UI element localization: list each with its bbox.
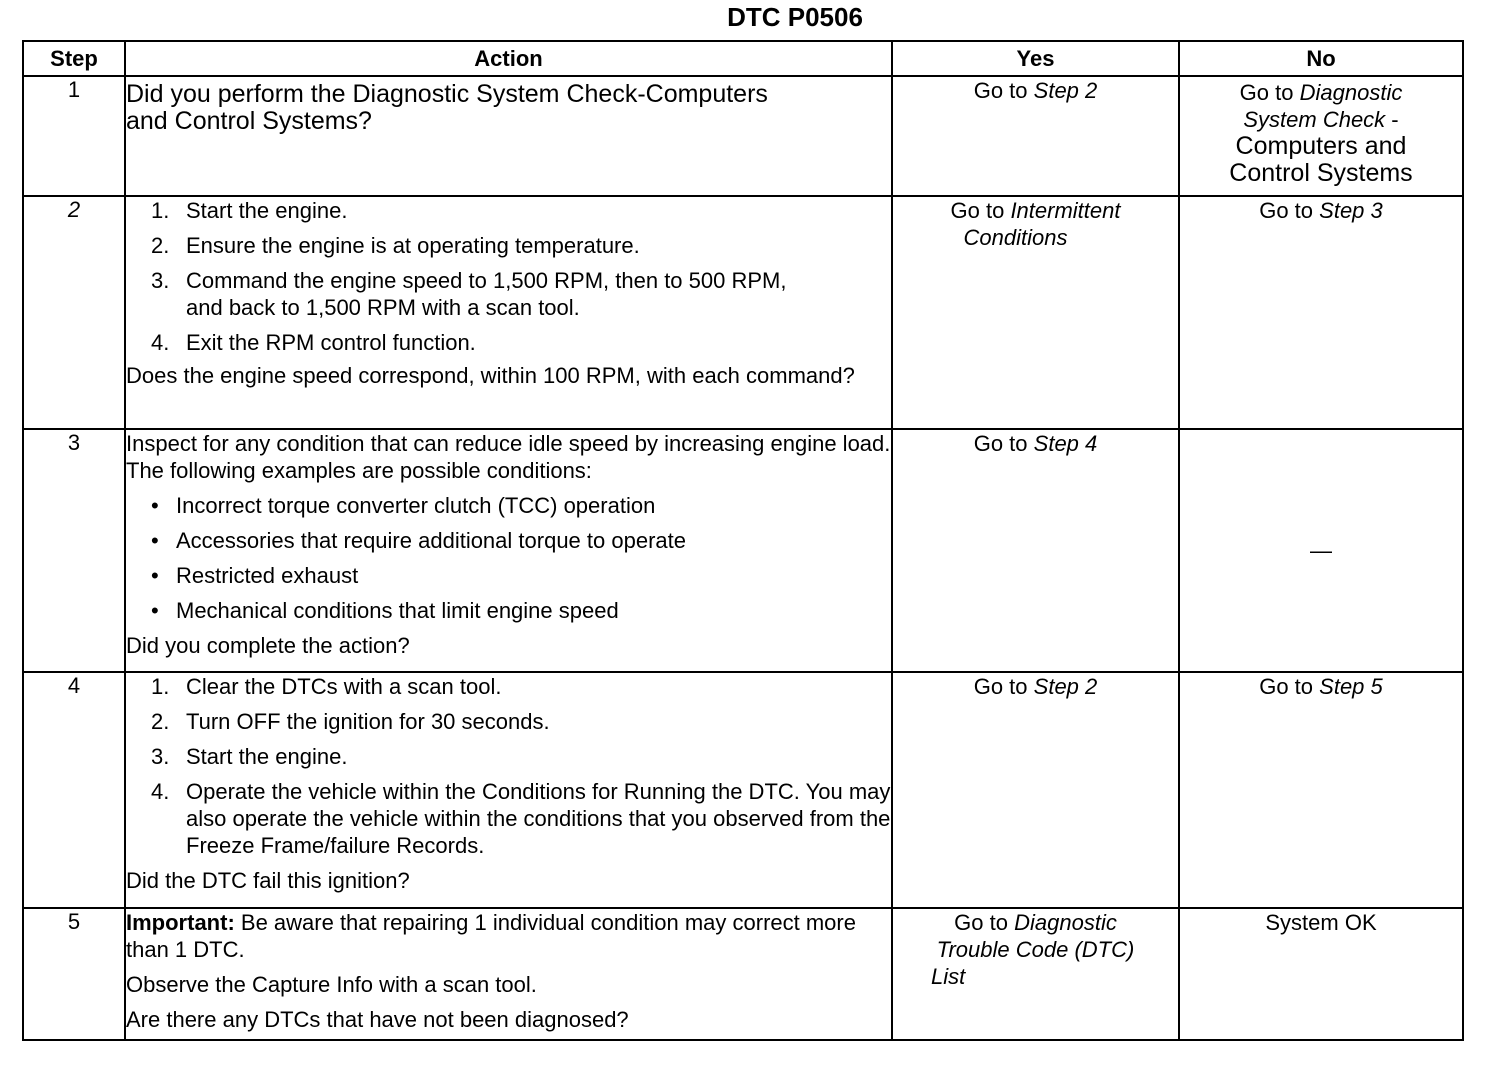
- page-title: DTC P0506: [727, 2, 863, 32]
- no-cell: [1179, 908, 1463, 1040]
- header-step: Step: [23, 41, 125, 76]
- list-item: 3. Command the engine speed to 1,500 RPM, then to 500 RPM, and back to 1,500 RPM with a scan tool.: [151, 268, 787, 320]
- action-cell: [125, 76, 892, 196]
- list-item: 4. Exit the RPM control function.: [151, 330, 476, 355]
- table-row: [23, 908, 1463, 1040]
- action-text: Observe the Capture Info with a scan tool.: [126, 972, 537, 997]
- diagnostic-table: [22, 40, 1464, 1041]
- list-item: • Mechanical conditions that limit engine speed: [151, 598, 619, 623]
- yes-cell: Go to Intermittent Conditions: [892, 196, 1179, 429]
- list-item: 2. Ensure the engine is at operating temperature.: [151, 233, 640, 258]
- step-number: 3: [23, 429, 125, 672]
- table-row: [23, 196, 1463, 429]
- yes-cell: Go to Diagnostic Trouble Code (DTC) List: [892, 908, 1179, 1040]
- action-question: Are there any DTCs that have not been diagnosed?: [126, 1007, 629, 1032]
- no-link[interactable]: Step 3: [1319, 198, 1383, 223]
- action-cell: [125, 908, 892, 1040]
- yes-link[interactable]: Step 2: [1033, 78, 1098, 103]
- yes-cell: Go to Step 2: [892, 76, 1179, 196]
- no-cell: Go to Step 3: [1179, 196, 1463, 429]
- action-cell: [125, 429, 892, 672]
- no-link[interactable]: Step 5: [1319, 674, 1383, 699]
- action-steps: [126, 673, 891, 859]
- yes-link[interactable]: Diagnostic: [1014, 910, 1117, 935]
- header-no: No: [1179, 41, 1463, 76]
- no-value: —: [1310, 538, 1332, 563]
- step-number: 4: [23, 672, 125, 908]
- header-yes: Yes: [892, 41, 1179, 76]
- step-number: 2: [23, 196, 125, 429]
- no-link[interactable]: System Check: [1243, 107, 1386, 132]
- table-row: [23, 672, 1463, 908]
- no-value: System OK: [1265, 910, 1377, 935]
- yes-link[interactable]: Step 2: [1033, 674, 1098, 699]
- no-cell: Go to Diagnostic System Check - Computers and Control Systems: [1179, 76, 1463, 196]
- important-note: Important: Be aware that repairing 1 individual condition may correct more than 1 DTC.: [126, 910, 856, 962]
- list-item: 4. Operate the vehicle within the Conditions for Running the DTC. You may also operate the vehicle within the conditions that you observed from the Freeze Frame/failure Records.: [151, 779, 891, 858]
- action-question: Did you complete the action?: [126, 633, 410, 658]
- table-row: [23, 76, 1463, 196]
- list-item: 2. Turn OFF the ignition for 30 seconds.: [151, 709, 550, 734]
- list-item: 1. Clear the DTCs with a scan tool.: [151, 674, 502, 699]
- yes-link[interactable]: Trouble Code (DTC): [936, 937, 1135, 962]
- yes-link[interactable]: List: [931, 964, 966, 989]
- action-text: and Control Systems?: [126, 107, 372, 135]
- list-item: • Incorrect torque converter clutch (TCC) operation: [151, 493, 656, 518]
- action-question: Did the DTC fail this ignition?: [126, 868, 410, 893]
- yes-link[interactable]: Intermittent: [1010, 198, 1121, 223]
- step-number: 1: [23, 76, 125, 196]
- list-item: 3. Start the engine.: [151, 744, 348, 769]
- action-question: Does the engine speed correspond, within 100 RPM, with each command?: [126, 363, 855, 388]
- yes-link[interactable]: Conditions: [963, 225, 1068, 250]
- yes-link[interactable]: Step 4: [1033, 431, 1098, 456]
- action-text: Did you perform the Diagnostic System Check-Computers: [126, 80, 768, 108]
- yes-cell: Go to Step 2: [892, 672, 1179, 908]
- header-action: Action: [125, 41, 892, 76]
- condition-list: [126, 492, 891, 624]
- header-row: [23, 41, 1463, 76]
- list-item: • Accessories that require additional torque to operate: [151, 528, 686, 553]
- no-link[interactable]: Diagnostic: [1299, 80, 1403, 105]
- list-item: 1. Start the engine.: [151, 198, 348, 223]
- action-intro: Inspect for any condition that can reduce idle speed by increasing engine load. The following examples are possible conditions:: [126, 431, 891, 483]
- yes-cell: Go to Step 4: [892, 429, 1179, 672]
- table-row: [23, 429, 1463, 672]
- action-cell: [125, 196, 892, 429]
- step-number: 5: [23, 908, 125, 1040]
- no-cell: [1179, 429, 1463, 672]
- action-cell: [125, 672, 892, 908]
- no-cell: Go to Step 5: [1179, 672, 1463, 908]
- action-steps: [126, 197, 891, 356]
- list-item: • Restricted exhaust: [151, 563, 359, 588]
